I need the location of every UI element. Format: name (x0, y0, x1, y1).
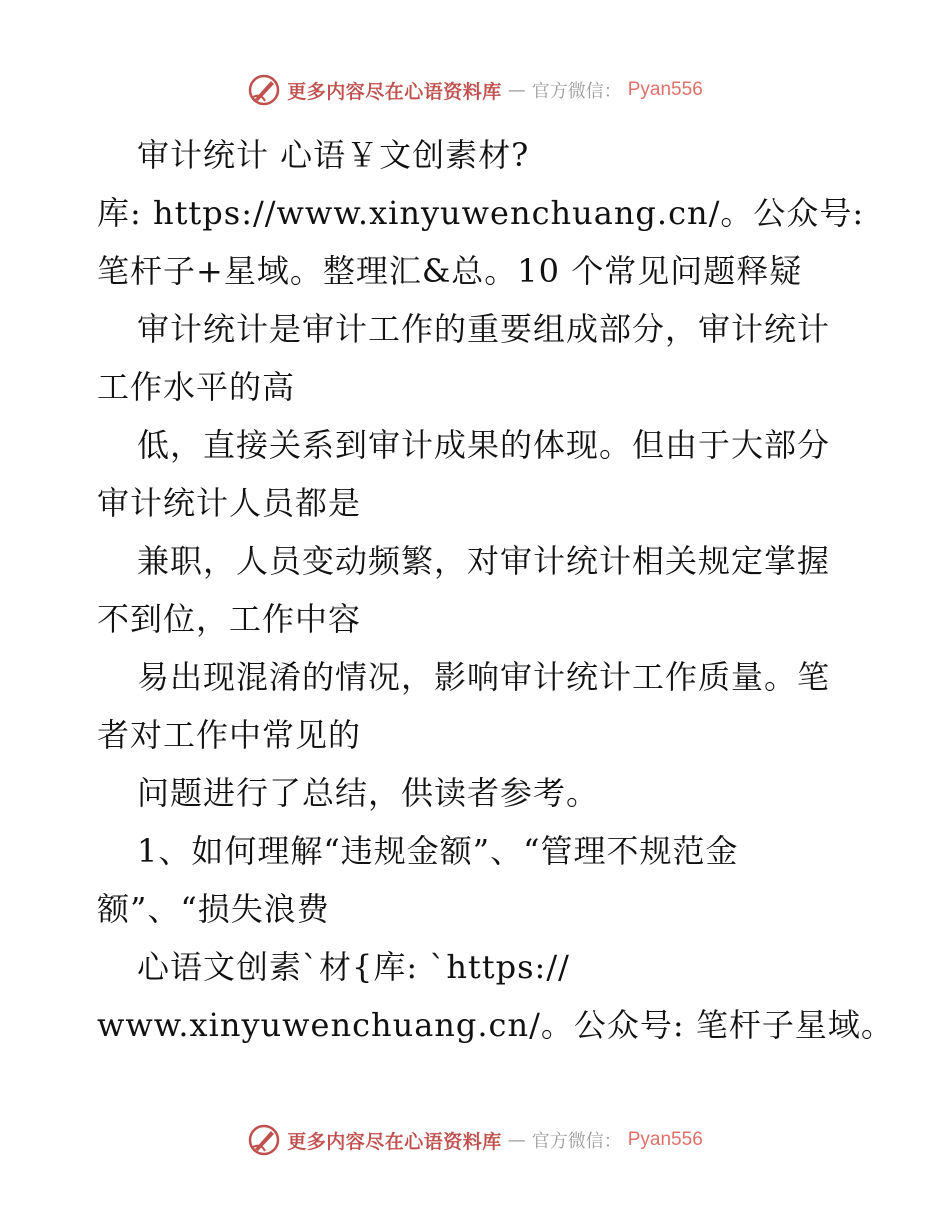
text-line: 兼职，人员变动频繁，对审计统计相关规定掌握 (137, 542, 831, 580)
document-body (97, 126, 894, 1054)
banner-brand-text: 更多内容尽在心语资料库 (287, 80, 502, 103)
text-line: 审计统计是审计工作的重要组成部分，审计统计 (137, 310, 831, 348)
header-banner (0, 70, 950, 110)
banner-separator: — (507, 1129, 526, 1151)
text-line: 审计统计人员都是 (97, 484, 362, 522)
text-line: 问题进行了总结，供读者参考。 (137, 774, 600, 812)
banner-wechat-label: 官方微信： (531, 1131, 622, 1152)
text-line: 额”、“损失浪费 (97, 890, 330, 928)
text-line: 工作水平的高 (97, 368, 296, 406)
text-line: 心语文创素`材{库: `https:// (137, 948, 570, 986)
footer-banner (0, 1120, 950, 1160)
banner-brand-text: 更多内容尽在心语资料库 (287, 1130, 502, 1153)
text-line: 不到位，工作中容 (97, 600, 362, 638)
text-line: 笔杆子+星域。整理汇&总。10 个常见问题释疑 (97, 252, 803, 290)
text-line: 审计统计 心语￥文创素材? (137, 136, 530, 174)
quill-logo-icon (247, 1123, 281, 1157)
banner-wechat-label: 官方微信： (531, 81, 622, 102)
text-line: 1、如何理解“违规金额”、“管理不规范金 (137, 832, 739, 870)
text-line: 库: https://www.xinyuwenchuang.cn/。公众号: (97, 194, 865, 232)
quill-logo-icon (247, 73, 281, 107)
text-line: 者对工作中常见的 (97, 716, 362, 754)
text-line: 低，直接关系到审计成果的体现。但由于大部分 (137, 426, 831, 464)
text-line: www.xinyuwenchuang.cn/。公众号: 笔杆子星域。 (97, 1006, 894, 1044)
banner-wechat-id: Pyan556 (627, 79, 703, 100)
text-line: 易出现混淆的情况，影响审计统计工作质量。笔 (137, 658, 831, 696)
banner-wechat-id: Pyan556 (627, 1129, 703, 1150)
banner-separator: — (507, 79, 526, 101)
